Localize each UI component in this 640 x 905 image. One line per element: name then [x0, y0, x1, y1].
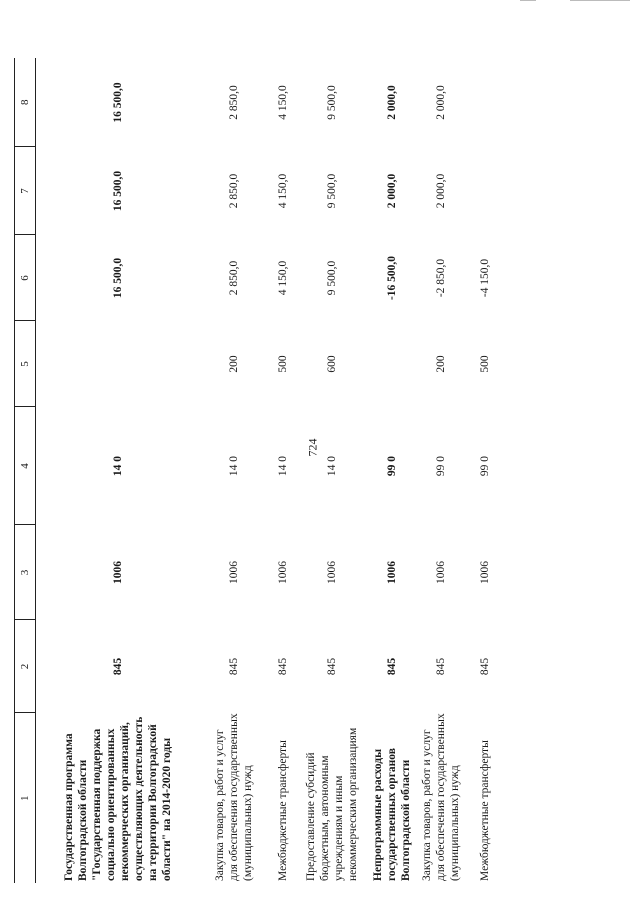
cell-admin-code: 845 — [479, 657, 491, 676]
cell-amount-change: 4 150,0 — [277, 260, 289, 296]
table-row — [199, 58, 269, 883]
col-header: 7 — [15, 147, 36, 235]
page-number: 724 — [305, 438, 320, 457]
cell-admin-code: 845 — [386, 657, 398, 676]
cell-expense-type — [367, 321, 417, 407]
cell-amount-total: 16 500,0 — [111, 82, 124, 123]
row-name: Межбюджетные трансферты — [277, 740, 289, 881]
cell-amount: 9 500,0 — [326, 173, 338, 209]
cell-amount — [465, 147, 505, 235]
cell-target-article: 14 0 — [326, 455, 338, 477]
row-name: Межбюджетные трансферты — [479, 740, 491, 881]
cell-section: 1006 — [111, 561, 124, 584]
cell-admin-code: 845 — [277, 657, 289, 676]
cell-amount: 2 850,0 — [228, 173, 240, 209]
header-row — [15, 58, 36, 883]
row-name: Закупка товаров, работ и услуг для обеспечения государственных (муниципальных) нужд — [421, 713, 461, 881]
table-row — [417, 58, 465, 883]
cell-target-article: 99 0 — [479, 455, 491, 477]
cell-target-article: 99 0 — [386, 455, 398, 477]
budget-table-sheet — [14, 58, 509, 883]
row-name: Государственная программа Волгоградской области "Государственная поддержка социально ориентированных некоммерческих организаций, осуществляющих деятельность на территории Волгоградской области" на 2014-2020 годы — [62, 716, 173, 881]
cell-expense-type: 500 — [277, 355, 289, 373]
table-row — [297, 58, 367, 883]
table-row — [269, 58, 297, 883]
cell-amount-total: 2 850,0 — [228, 85, 240, 120]
cell-expense-type: 500 — [479, 355, 491, 373]
col-header: 3 — [15, 525, 36, 620]
cell-expense-type: 200 — [228, 355, 240, 373]
cell-amount: 16 500,0 — [111, 170, 124, 212]
cell-target-article: 14 0 — [228, 455, 240, 477]
col-header: 6 — [15, 235, 36, 321]
col-header: 5 — [15, 321, 36, 407]
col-header: 8 — [15, 58, 36, 147]
table-row — [465, 58, 505, 883]
cell-section: 1006 — [326, 561, 338, 584]
cell-amount-change: -2 850,0 — [435, 258, 447, 298]
cell-amount-change: 2 850,0 — [228, 260, 240, 296]
cell-amount-total: 2 000,0 — [386, 85, 398, 120]
row-name: Закупка товаров, работ и услуг для обеспечения государственных (муниципальных) нужд — [214, 713, 254, 881]
cell-section: 1006 — [277, 561, 289, 584]
cell-admin-code: 845 — [435, 657, 447, 676]
cell-amount: 2 000,0 — [386, 173, 398, 209]
cell-section: 1006 — [435, 561, 447, 584]
cell-amount: 2 000,0 — [435, 173, 447, 209]
row-name: Непрограммные расходы государственных органов Волгоградской области — [372, 748, 412, 881]
cell-section: 1006 — [228, 561, 240, 584]
cell-target-article: 99 0 — [435, 455, 447, 477]
scan-mark — [570, 0, 630, 1]
cell-amount-change: -16 500,0 — [386, 255, 398, 301]
cell-admin-code: 845 — [326, 657, 338, 676]
scan-mark — [520, 0, 536, 1]
col-header: 1 — [15, 713, 36, 883]
budget-table — [14, 58, 505, 883]
table-row — [36, 58, 200, 883]
cell-amount-total: 9 500,0 — [326, 85, 338, 120]
cell-amount: 4 150,0 — [277, 173, 289, 209]
cell-target-article: 14 0 — [277, 455, 289, 477]
cell-expense-type: 200 — [435, 355, 447, 373]
cell-section: 1006 — [386, 561, 398, 584]
col-header: 4 — [15, 407, 36, 525]
cell-expense-type: 600 — [326, 355, 338, 373]
cell-target-article: 14 0 — [111, 455, 124, 477]
cell-amount-total: 4 150,0 — [277, 85, 289, 120]
cell-amount-total — [465, 58, 505, 147]
col-header: 2 — [15, 620, 36, 713]
cell-amount-change: 16 500,0 — [111, 257, 124, 299]
cell-section: 1006 — [479, 561, 491, 584]
table-row — [367, 58, 417, 883]
cell-amount-total: 2 000,0 — [435, 85, 447, 120]
row-name: Предоставление субсидий бюджетным, автономным учреждениям и иным некоммерческим организациям — [305, 727, 359, 881]
cell-amount-change: 9 500,0 — [326, 260, 338, 296]
cell-amount-change: -4 150,0 — [479, 258, 491, 298]
cell-admin-code: 845 — [111, 657, 124, 676]
cell-admin-code: 845 — [228, 657, 240, 676]
cell-expense-type — [36, 321, 200, 407]
